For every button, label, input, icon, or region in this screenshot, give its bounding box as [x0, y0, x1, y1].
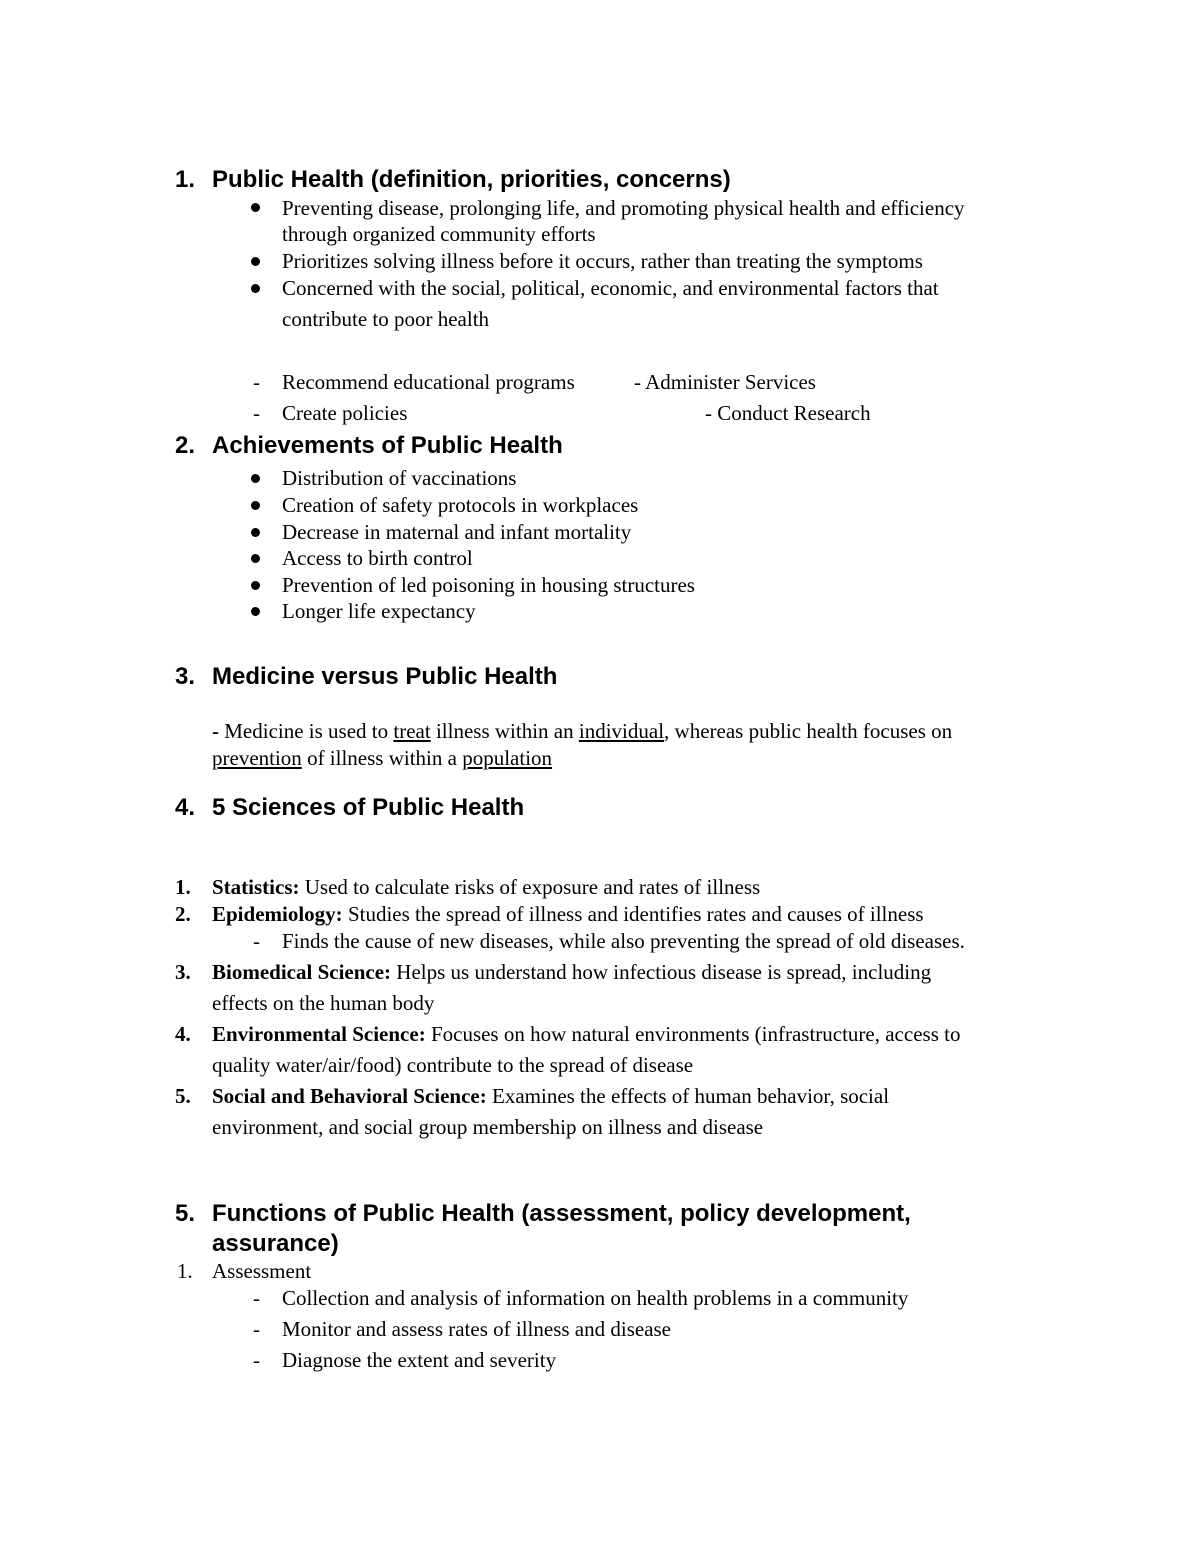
bullet-text: Longer life expectancy [282, 599, 476, 623]
dash-marker: - [253, 1317, 260, 1341]
dash-marker: - [253, 370, 260, 394]
bullet-icon [251, 528, 260, 537]
section-title: Medicine versus Public Health [212, 663, 558, 690]
section-number: 3. [175, 663, 196, 690]
section-number: 2. [175, 432, 196, 459]
bullet-text-cont: through organized community efforts [282, 222, 596, 246]
bullet-text: Creation of safety protocols in workplaces [282, 493, 639, 517]
description: Studies the spread of illness and identifies rates and causes of illness [342, 902, 924, 926]
dash-text: Diagnose the extent and severity [282, 1348, 557, 1372]
section-5-heading-cont: assurance) [212, 1230, 339, 1257]
sub-list-number: 1. [177, 1259, 193, 1283]
bullet-text: Distribution of vaccinations [282, 466, 517, 490]
dash-text: Monitor and assess rates of illness and disease [282, 1317, 672, 1341]
dash-text-right: - Administer Services [634, 370, 816, 394]
text-run: illness within an [430, 719, 579, 743]
section-number: 4. [175, 794, 196, 821]
section-title: 5 Sciences of Public Health [212, 794, 525, 821]
bullet-text: Concerned with the social, political, economic, and environmental factors that [282, 276, 939, 300]
list-item [212, 959, 931, 985]
underlined-term: prevention [212, 746, 302, 770]
dash-text: Create policies [282, 401, 408, 425]
bullet-text: Prioritizes solving illness before it occurs, rather than treating the symptoms [282, 249, 923, 273]
text-run: Medicine is used to [219, 719, 394, 743]
description: Used to calculate risks of exposure and rates of illness [299, 875, 761, 899]
underlined-term: treat [393, 719, 431, 743]
underlined-term: individual [578, 719, 665, 743]
dash-marker: - [253, 1286, 260, 1310]
term: Social and Behavioral Science: [212, 1084, 487, 1108]
section-number: 1. [175, 166, 196, 193]
term: Statistics: [212, 875, 300, 899]
comparison-paragraph-line-2 [212, 745, 552, 771]
term: Environmental Science: [212, 1022, 426, 1046]
bullet-icon [251, 257, 260, 266]
dash-marker: - [253, 929, 260, 953]
list-item-cont: environment, and social group membership on illness and disease [212, 1115, 764, 1139]
dash-text: Recommend educational programs [282, 370, 575, 394]
section-number: 5. [175, 1200, 196, 1227]
bullet-text: Decrease in maternal and infant mortality [282, 520, 632, 544]
bullet-icon [251, 581, 260, 590]
list-number: 2. [175, 902, 191, 926]
bullet-text: Preventing disease, prolonging life, and promoting physical health and efficiency [282, 196, 965, 220]
section-title: Public Health (definition, priorities, concerns) [212, 166, 731, 193]
description: Examines the effects of human behavior, social [486, 1084, 890, 1108]
list-item [212, 1021, 960, 1047]
list-number: 3. [175, 960, 191, 984]
sub-item-text: Finds the cause of new diseases, while also preventing the spread of old diseases. [282, 929, 965, 953]
list-item [212, 901, 924, 927]
dash-text-right: - Conduct Research [705, 401, 871, 425]
bullet-icon [251, 203, 260, 212]
comparison-paragraph-line-1 [212, 718, 952, 744]
list-number: 1. [175, 875, 191, 899]
list-item-cont: effects on the human body [212, 991, 435, 1015]
bullet-text: Access to birth control [282, 546, 473, 570]
section-title: Functions of Public Health (assessment, policy development, [212, 1200, 911, 1227]
list-number: 4. [175, 1022, 191, 1046]
term: Biomedical Science: [212, 960, 392, 984]
list-number: 5. [175, 1084, 191, 1108]
list-item-cont: quality water/air/food) contribute to the spread of disease [212, 1053, 694, 1077]
underlined-term: population [462, 746, 553, 770]
description: Helps us understand how infectious disease is spread, including [391, 960, 932, 984]
bullet-text-cont: contribute to poor health [282, 307, 490, 331]
term: Epidemiology: [212, 902, 343, 926]
dash-marker: - [253, 1348, 260, 1372]
list-item [212, 874, 760, 900]
description: Focuses on how natural environments (infrastructure, access to [425, 1022, 961, 1046]
bullet-text: Prevention of led poisoning in housing structures [282, 573, 695, 597]
section-title: Achievements of Public Health [212, 432, 563, 459]
text-run: , whereas public health focuses on [664, 719, 953, 743]
sub-list-title: Assessment [212, 1259, 312, 1283]
text-run: of illness within a [301, 746, 463, 770]
bullet-icon [251, 284, 260, 293]
dash-marker: - [212, 719, 219, 743]
dash-text: Collection and analysis of information on health problems in a community [282, 1286, 909, 1310]
dash-marker: - [253, 401, 260, 425]
list-item [212, 1083, 889, 1109]
bullet-icon [251, 474, 260, 483]
bullet-icon [251, 607, 260, 616]
bullet-icon [251, 554, 260, 563]
bullet-icon [251, 501, 260, 510]
